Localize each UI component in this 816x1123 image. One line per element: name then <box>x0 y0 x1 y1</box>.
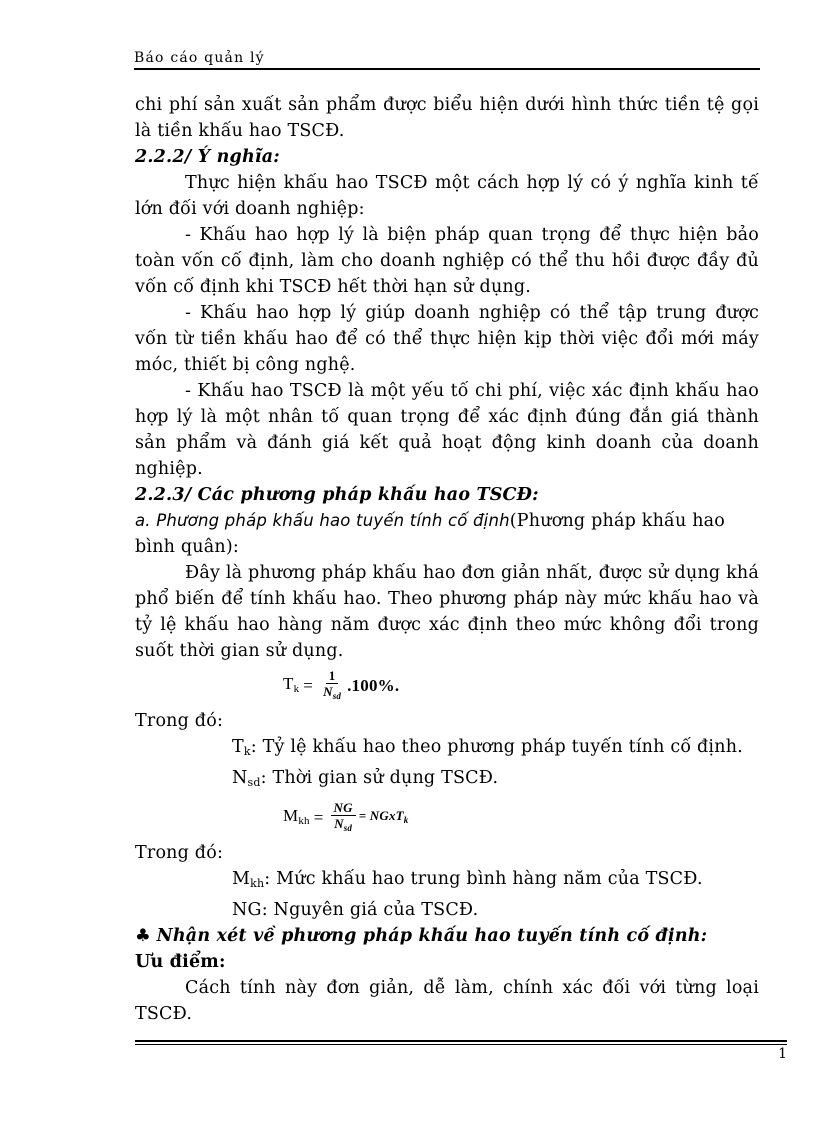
page-footer <box>135 1040 787 1062</box>
method-a-note: (Phương pháp khấu hao bình quân): <box>135 511 726 557</box>
definition-mkh: $M_{kh}$: Mức khấu hao trung bình hàng năm của TSCĐ. <box>232 869 703 890</box>
fraction <box>331 800 356 836</box>
header-title: Báo cáo quản lý <box>134 50 265 66</box>
denominator: $N_{sd}$ <box>323 684 342 701</box>
method-a-title <box>135 508 759 560</box>
definition-ng: NG: Nguyên giá của TSCĐ. <box>232 900 479 920</box>
formula-rhs: = NGxT$_k$ <box>358 808 409 825</box>
bullet-paragraph: - Khấu hao hợp lý giúp doanh nghiệp có thể tập trung được vốn từ tiền khấu hao để có thể thực hiện kịp thời việc đổi mới máy móc, thiết bị công nghệ. <box>135 303 759 375</box>
document-body <box>135 92 759 1027</box>
section-heading-2-2-3: 2.2.3/ Các phương pháp khấu hao TSCĐ: <box>135 485 539 505</box>
advantage-text: Cách tính này đơn giản, dễ làm, chính xác đối với từng loại TSCĐ. <box>135 978 759 1024</box>
formula-tk <box>135 664 759 708</box>
numerator: 1 <box>326 668 339 684</box>
paragraph: Đây là phương pháp khấu hao đơn giản nhất, được sử dụng khá phổ biến để tính khấu hao. Theo phương pháp này mức khấu hao và tỷ lệ khấu hao hàng năm được xác định theo mức không đổi trong suốt thời gian sử dụng. <box>135 563 759 661</box>
paragraph: Thực hiện khấu hao TSCĐ một cách hợp lý có ý nghĩa kinh tế lớn đối với doanh nghiệp: <box>135 173 759 219</box>
intro-paragraph: chi phí sản xuất sản phẩm được biểu hiện dưới hình thức tiền tệ gọi là tiền khấu hao TSCĐ. <box>135 95 759 141</box>
definition-tk: $T_k$: Tỷ lệ khấu hao theo phương pháp tuyến tính cố định. <box>232 737 743 758</box>
club-bullet-icon: ♣ <box>135 926 151 946</box>
advantage-label: Ưu điểm: <box>135 952 226 972</box>
page-header <box>134 50 760 70</box>
page-number: 1 <box>778 1046 787 1062</box>
formula-lhs: $T_k$ <box>283 673 300 695</box>
where-label: Trong đó: <box>135 843 224 863</box>
bullet-paragraph: - Khấu hao TSCĐ là một yếu tố chi phí, việc xác định khấu hao hợp lý là một nhân tố quan trọng để xác định đúng đắn giá thành sản phẩm và đánh giá kết quả hoạt động kinh doanh của doanh nghiệp. <box>135 381 759 479</box>
footer-rule <box>135 1040 787 1042</box>
numerator: NG <box>331 800 356 816</box>
denominator: $N_{sd}$ <box>334 816 353 833</box>
fraction <box>320 668 344 704</box>
bullet-paragraph: - Khấu hao hợp lý là biện pháp quan trọng để thực hiện bảo toàn vốn cố định, làm cho doanh nghiệp có thể thu hồi được đầy đủ vốn cố định khi TSCĐ hết thời hạn sử dụng. <box>135 225 759 297</box>
footer-rule <box>135 1044 787 1045</box>
review-heading: ♣ Nhận xét về phương pháp khấu hao tuyến tính cố định: <box>135 926 708 946</box>
method-a-label: a. Phương pháp khấu hao tuyến tính cố định <box>135 511 510 530</box>
section-heading-2-2-2: 2.2.2/ Ý nghĩa: <box>135 147 280 167</box>
definition-nsd: $N_{sd}$: Thời gian sử dụng TSCĐ. <box>232 768 499 789</box>
equals-sign: = <box>303 676 314 695</box>
where-label: Trong đó: <box>135 711 224 731</box>
formula-mkh <box>135 796 759 840</box>
formula-tail: .100%. <box>347 676 400 695</box>
equals-sign: = <box>313 808 324 827</box>
formula-lhs: $M_{kh}$ <box>283 805 310 827</box>
